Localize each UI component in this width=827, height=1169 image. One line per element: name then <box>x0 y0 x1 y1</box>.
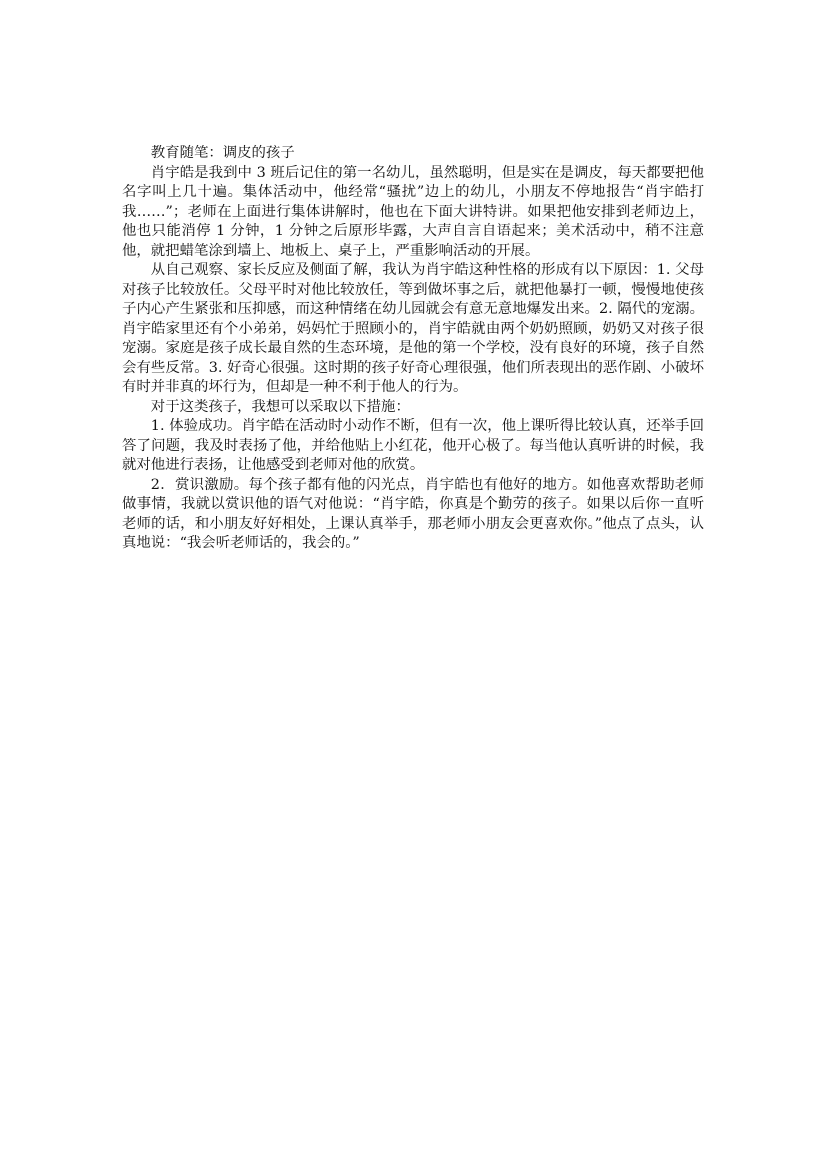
paragraph-measure-2: 2．赏识激励。每个孩子都有他的闪光点，肖宇皓也有他好的地方。如他喜欢帮助老师做事情，我就以赏识他的语气对他说：“肖宇皓，你真是个勤劳的孩子。如果以后你一直听老师的话，和小朋友好好相处，上课认真举手，那老师小朋友会更喜欢你。”他点了点头，认真地说：“我会听老师话的，我会的。” <box>122 476 704 551</box>
paragraph-causes: 从自己观察、家长反应及侧面了解，我认为肖宇皓这种性格的形成有以下原因：1. 父母对孩子比较放任。父母平时对他比较放任，等到做坏事之后，就把他暴打一顿，慢慢地使孩子内心产生紧张和压抑感，而这种情绪在幼儿园就会有意无意地爆发出来。2. 隔代的宠溺。肖宇皓家里还有个小弟弟，妈妈忙于照顾小的，肖宇皓就由两个奶奶照顾，奶奶又对孩子很宠溺。家庭是孩子成长最自然的生态环境，是他的第一个学校，没有良好的环境，孩子自然会有些反常。3. 好奇心很强。这时期的孩子好奇心理很强，他们所表现出的恶作剧、小破坏有时并非真的坏行为，但却是一种不利于他人的行为。 <box>122 262 704 395</box>
document-title: 教育随笔：调皮的孩子 <box>150 145 295 161</box>
paragraph-measure-1: 1. 体验成功。肖宇皓在活动时小动作不断，但有一次，他上课听得比较认真，还举手回答了问题，我及时表扬了他，并给他贴上小红花，他开心极了。每当他认真听讲的时候，我就对他进行表扬，让他感受到老师对他的欣赏。 <box>122 418 704 473</box>
paragraph-measures-intro: 对于这类孩子，我想可以采取以下措施： <box>150 398 410 415</box>
document-body <box>122 144 704 554</box>
paragraph-intro: 肖宇皓是我到中 3 班后记住的第一名幼儿，虽然聪明，但是实在是调皮，每天都要把他名字叫上几十遍。集体活动中，他经常“骚扰”边上的幼儿，小朋友不停地报告“肖宇皓打我……”；老师在上面进行集体讲解时，他也在下面大讲特讲。如果把他安排到老师边上，他也只能消停 1 分钟，1 分钟之后原形毕露，大声自言自语起来；美术活动中，稍不注意他，就把蜡笔涂到墙上、地板上、桌子上，严重影响活动的开展。 <box>122 164 704 259</box>
